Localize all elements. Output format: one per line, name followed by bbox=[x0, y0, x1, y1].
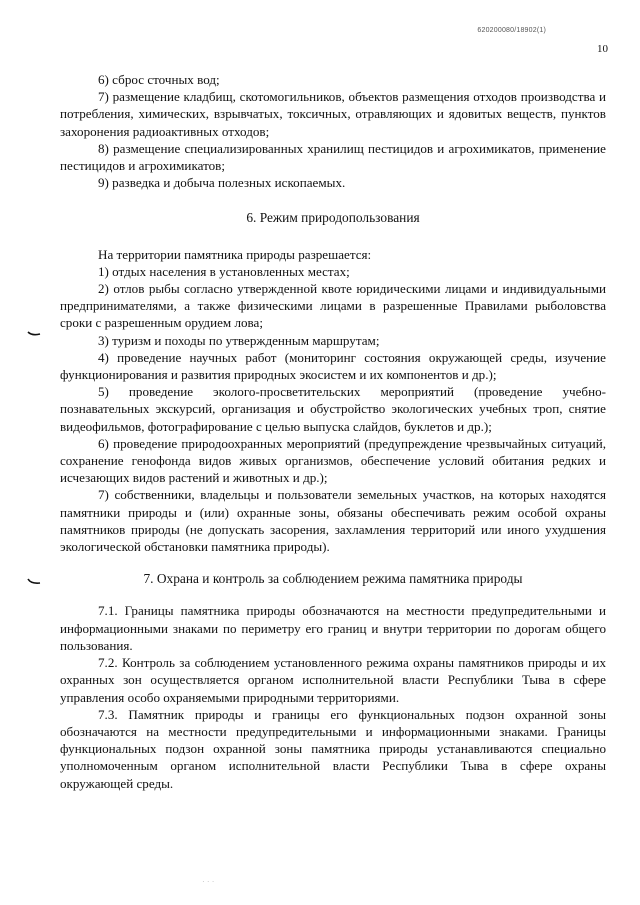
scan-binding-mark bbox=[27, 578, 41, 586]
paragraph: 7.1. Границы памятника природы обозначаются на местности предупредительными и информационными знаками по периметру его границ и внутри территории по дорогам общего пользования. bbox=[60, 603, 606, 653]
list-item: 5) проведение эколого-просветительских мероприятий (проведение учебно-познавательных экскурсий, организация и обустройство экологических учебных троп, снятие видеофильмов, фотографирование с целью выпуска слайдов, буклетов и др.); bbox=[60, 384, 606, 434]
list-item: 1) отдых населения в установленных местах; bbox=[98, 263, 350, 279]
list-item: 6) проведение природоохранных мероприятий (предупреждение чрезвычайных ситуаций, сохранение генофонда видов живых организмов, обеспечение условий обитания редких и исчезающих видов растений и животных и др.); bbox=[60, 435, 606, 486]
list-item: 7) собственники, владельцы и пользователи земельных участков, на которых находятся памятники природы и (или) охранные зоны, обязаны обеспечивать режим особой охраны памятников природы (не допускать засорения, захламления территорий или иного ухудшения экологической обстановки памятника природы). bbox=[60, 487, 606, 555]
section-heading: 7. Охрана и контроль за соблюдением режима памятника природы bbox=[143, 571, 523, 587]
list-item: 6) сброс сточных вод; bbox=[98, 72, 220, 87]
section-heading: 6. Режим природопользования bbox=[246, 210, 420, 226]
document-id: 620200080/18902(1) bbox=[477, 27, 546, 34]
list-item: 3) туризм и походы по утвержденным маршрутам; bbox=[98, 332, 380, 348]
paragraph: 7.3. Памятник природы и границы его функциональных подзон охранной зоны обозначаются на местности предупредительными и информационными знаками. Границы функциональных подзон охранной зоны памятника природы устанавливаются специально уполномоченным органом исполнительной власти Республики Тыва в сфере охраны окружающей среды. bbox=[60, 706, 606, 791]
list-item: 9) разведка и добыча полезных ископаемых. bbox=[98, 175, 346, 191]
page-number: 10 bbox=[597, 43, 608, 55]
paragraph: 7.2. Контроль за соблюдением установленного режима охраны памятников природы и их охранных зон осуществляется органом исполнительной власти Республики Тыва в сфере управления особо охраняемыми природными территориями. bbox=[60, 655, 606, 705]
document-body bbox=[60, 71, 606, 792]
list-item: 8) размещение специализированных хранилищ пестицидов и агрохимикатов, применение пестицидов и агрохимикатов; bbox=[60, 140, 606, 174]
list-item: 2) отлов рыбы согласно утвержденной квоте юридическими лицами и индивидуальными предпринимателями, а также физическими лицами в разрешенные Правилами рыболовства сроки с разрешенным орудием лова; bbox=[60, 281, 606, 331]
list-item: 7) размещение кладбищ, скотомогильников, объектов размещения отходов производства и потребления, химических, взрывчатых, токсичных, отравляющих и ядовитых веществ, пунктов захоронения радиоактивных отходов; bbox=[60, 89, 606, 139]
list-item: 4) проведение научных работ (мониторинг состояния окружающей среды, изучение функционирования и развития природных экосистем и их компонентов и др.); bbox=[60, 349, 606, 383]
section-intro: На территории памятника природы разрешается: bbox=[98, 246, 372, 262]
scan-artifact: · · · bbox=[202, 877, 215, 886]
scan-binding-mark bbox=[27, 330, 41, 338]
